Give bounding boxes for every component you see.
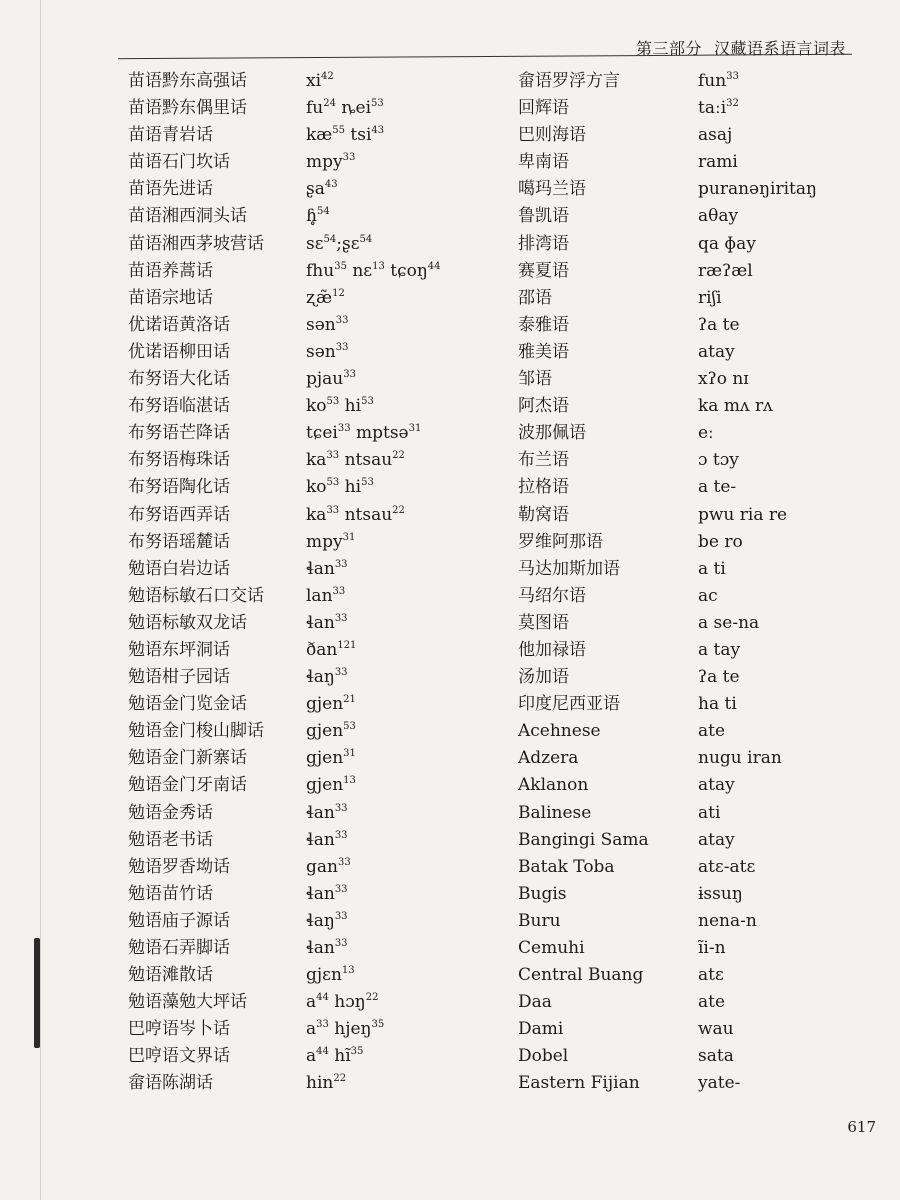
language-name: 勉语柑子园话 [128, 667, 230, 688]
word-form: lan$^{33}$ [306, 585, 346, 606]
word-form: eː [698, 423, 714, 444]
word-form: gan$^{33}$ [306, 856, 351, 877]
language-name: 优诺语黄洛话 [128, 314, 230, 335]
word-form: aθay [698, 206, 739, 227]
language-name: 赛夏语 [518, 260, 569, 281]
language-name: 布努语芒降话 [128, 423, 230, 444]
word-form: yate- [698, 1073, 741, 1094]
language-name: 布兰语 [518, 450, 569, 471]
word-form: $a^{44}$ $hĩ^{35}$ [306, 1046, 364, 1067]
word-form: atay [698, 829, 735, 850]
word-form: ʔa te [698, 667, 740, 688]
language-name: 卑南语 [518, 152, 569, 173]
word-form: ɬaŋ$^{33}$ [306, 910, 348, 931]
word-form: $ka^{33}$ ntsau$^{22}$ [306, 450, 405, 471]
word-form: ac [698, 585, 718, 606]
word-form: gjen$^{13}$ [306, 775, 356, 796]
language-name: 勉语金秀话 [128, 802, 213, 823]
word-form: fun$^{33}$ [698, 71, 739, 91]
language-name: 巴哼语岑卜话 [128, 1019, 230, 1040]
language-name: 苗语养蒿话 [128, 260, 213, 281]
language-name: 马绍尔语 [518, 585, 586, 606]
language-name: 苗语湘西茅坡营话 [128, 233, 264, 254]
word-form: ɬan$^{33}$ [306, 829, 348, 850]
word-form: ʂa$^{43}$ [306, 179, 338, 200]
word-form: $xi^{42}$ [306, 71, 334, 91]
word-form: ati [698, 802, 721, 823]
language-name: 苗语先进话 [128, 179, 213, 200]
binding-shadow [34, 938, 40, 1048]
word-form: ʔa te [698, 314, 740, 335]
language-name: 布努语临湛话 [128, 396, 230, 417]
language-name: 勉语石弄脚话 [128, 938, 230, 958]
page-number: 617 [847, 1118, 876, 1136]
language-name: 勉语庙子源话 [128, 910, 230, 931]
language-name: 勉语金门牙南话 [128, 775, 247, 796]
word-form: ɔ tɔy [698, 450, 739, 471]
word-form: a ti [698, 558, 726, 579]
language-name: 勉语金门梭山脚话 [128, 721, 264, 742]
word-form: ɬan$^{33}$ [306, 938, 348, 958]
language-name: 阿杰语 [518, 396, 569, 417]
word-form: $ko^{53}$ $hi^{53}$ [306, 477, 374, 498]
language-name: 邵语 [518, 287, 552, 308]
language-name: 勉语东坪洞话 [128, 639, 230, 660]
language-name: Bangingi Sama [518, 829, 649, 850]
language-name: 布努语瑶麓话 [128, 531, 230, 552]
word-form: nena-n [698, 910, 757, 931]
language-name: Aklanon [518, 775, 589, 796]
word-form: sən$^{33}$ [306, 341, 349, 362]
word-form: sɛ$^{54}$;ʂɛ$^{54}$ [306, 233, 373, 254]
language-name: 优诺语柳田话 [128, 341, 230, 362]
language-name: 布努语梅珠话 [128, 450, 230, 471]
language-name: 勉语金门新寨话 [128, 748, 247, 769]
language-name: Cemuhi [518, 938, 585, 958]
language-name: 苗语黔东偶里话 [128, 98, 247, 119]
word-form: atay [698, 775, 735, 796]
language-name: Central Buang [518, 965, 644, 986]
language-name: 苗语石门坎话 [128, 152, 230, 173]
word-form: ate [698, 721, 726, 742]
language-name: 畲语罗浮方言 [518, 71, 620, 91]
word-form: ɦ̥$^{54}$ [306, 206, 330, 227]
word-form: $ka^{33}$ ntsau$^{22}$ [306, 504, 405, 525]
language-name: 苗语湘西洞头话 [128, 206, 247, 227]
language-name: 勉语苗竹话 [128, 883, 213, 904]
language-name: 畲语陈湖话 [128, 1073, 213, 1094]
word-form: a tay [698, 639, 741, 660]
language-name: 苗语宗地话 [128, 287, 213, 308]
word-form: ʐæ̃$^{12}$ [306, 287, 345, 308]
language-name: 勉语标敏双龙话 [128, 612, 247, 633]
language-name: 勉语罗香坳话 [128, 856, 230, 877]
word-form: ðan$^{121}$ [306, 639, 357, 660]
word-form: ɬan$^{33}$ [306, 612, 348, 633]
word-form: hin$^{22}$ [306, 1073, 347, 1094]
word-form: ɨssuŋ [698, 883, 743, 904]
language-name: 莫图语 [518, 612, 569, 633]
word-form: a te- [698, 477, 737, 498]
language-name: 勒窝语 [518, 504, 569, 525]
word-form: $a^{33}$ hjeŋ$^{35}$ [306, 1019, 385, 1040]
language-name: 汤加语 [518, 667, 569, 688]
language-name: 勉语藻勉大坪话 [128, 992, 247, 1013]
word-form: ɬan$^{33}$ [306, 802, 348, 823]
language-name: Dobel [518, 1046, 569, 1067]
language-name: Balinese [518, 802, 592, 823]
language-name: Batak Toba [518, 856, 615, 877]
word-form: atɛ [698, 965, 724, 986]
language-name: 波那佩语 [518, 423, 586, 444]
language-name: 巴则海语 [518, 125, 586, 146]
language-name: 布努语大化话 [128, 369, 230, 390]
header-part: 第三部分 [635, 39, 702, 58]
language-name: Adzera [518, 748, 579, 769]
word-form: gjen$^{31}$ [306, 748, 356, 769]
language-name: 回辉语 [518, 98, 569, 119]
word-form: atɛ-atɛ [698, 856, 756, 877]
language-name: 布努语西弄话 [128, 504, 230, 525]
word-form: ɬan$^{33}$ [306, 558, 348, 579]
word-form: taːi$^{32}$ [698, 98, 739, 119]
language-name: 巴哼语文界话 [128, 1046, 230, 1067]
word-form: $ko^{53}$ $hi^{53}$ [306, 396, 374, 417]
word-form: ræʔæl [698, 260, 753, 281]
language-name: 勉语滩散话 [128, 965, 213, 986]
word-form: be ro [698, 531, 743, 552]
language-name: 排湾语 [518, 233, 569, 254]
word-form: atay [698, 341, 735, 362]
word-form: ka mʌ rʌ [698, 396, 773, 417]
language-name: Dami [518, 1019, 564, 1040]
word-form: asaj [698, 125, 733, 146]
word-form: wau [698, 1019, 734, 1040]
word-form: mpy$^{31}$ [306, 531, 356, 552]
language-name: 泰雅语 [518, 314, 569, 335]
language-name: Buru [518, 910, 561, 931]
language-name: Eastern Fijian [518, 1073, 640, 1094]
word-form: $fu^{24}$ ȵei$^{53}$ [306, 98, 384, 119]
language-name: 勉语标敏石口交话 [128, 585, 264, 606]
word-form: mpy$^{33}$ [306, 152, 356, 173]
language-name: 雅美语 [518, 341, 569, 362]
word-form: gjen$^{53}$ [306, 721, 356, 742]
word-form: $kæ^{55}$ tsi$^{43}$ [306, 125, 385, 146]
language-name: 印度尼西亚语 [518, 694, 620, 715]
language-name: 勉语白岩边话 [128, 558, 230, 579]
word-form: tɕei$^{33}$ mptsə$^{31}$ [306, 423, 422, 444]
language-name: 苗语青岩话 [128, 125, 213, 146]
word-form: puranəŋiritaŋ [698, 179, 817, 200]
word-form: ɬan$^{33}$ [306, 883, 348, 904]
language-name: 勉语老书话 [128, 829, 213, 850]
word-form: ĩi-n [698, 938, 726, 958]
word-form: sata [698, 1046, 734, 1067]
word-form: nugu iran [698, 748, 782, 769]
language-name: Daa [518, 992, 552, 1013]
page-fold-line [40, 0, 41, 1200]
word-form: riʃi [698, 287, 722, 308]
word-form: $a^{44}$ hɔŋ$^{22}$ [306, 992, 379, 1013]
word-form: qa ɸay [698, 233, 756, 254]
language-name: 邹语 [518, 369, 552, 390]
language-name: 他加禄语 [518, 639, 586, 660]
language-name: 马达加斯加语 [518, 558, 620, 579]
language-name: 拉格语 [518, 477, 569, 498]
word-form: rami [698, 152, 738, 173]
language-name: 苗语黔东高强话 [128, 71, 247, 91]
word-form: fhu$^{35}$ nɛ$^{13}$ tɕoŋ$^{44}$ [306, 260, 441, 281]
word-form: pjau$^{33}$ [306, 369, 356, 390]
language-name: 噶玛兰语 [518, 179, 586, 200]
word-form: xʔo nɪ [698, 369, 749, 390]
word-form: sən$^{33}$ [306, 314, 349, 335]
language-name: 罗维阿那语 [518, 531, 603, 552]
word-form: ate [698, 992, 726, 1013]
word-form: ɬaŋ$^{33}$ [306, 667, 348, 688]
language-name: Bugis [518, 883, 567, 904]
word-form: gjɛn$^{13}$ [306, 965, 355, 986]
language-name: 勉语金门览金话 [128, 694, 247, 715]
header-title: 汉藏语系语言词表 [713, 39, 846, 58]
word-form: gjen$^{21}$ [306, 694, 356, 715]
word-form: a se-na [698, 612, 760, 633]
word-form: pwu ria re [698, 504, 788, 525]
language-name: Acehnese [518, 721, 601, 742]
language-name: 鲁凯语 [518, 206, 569, 227]
running-header [118, 30, 852, 60]
word-form: ha ti [698, 694, 737, 715]
language-name: 布努语陶化话 [128, 477, 230, 498]
